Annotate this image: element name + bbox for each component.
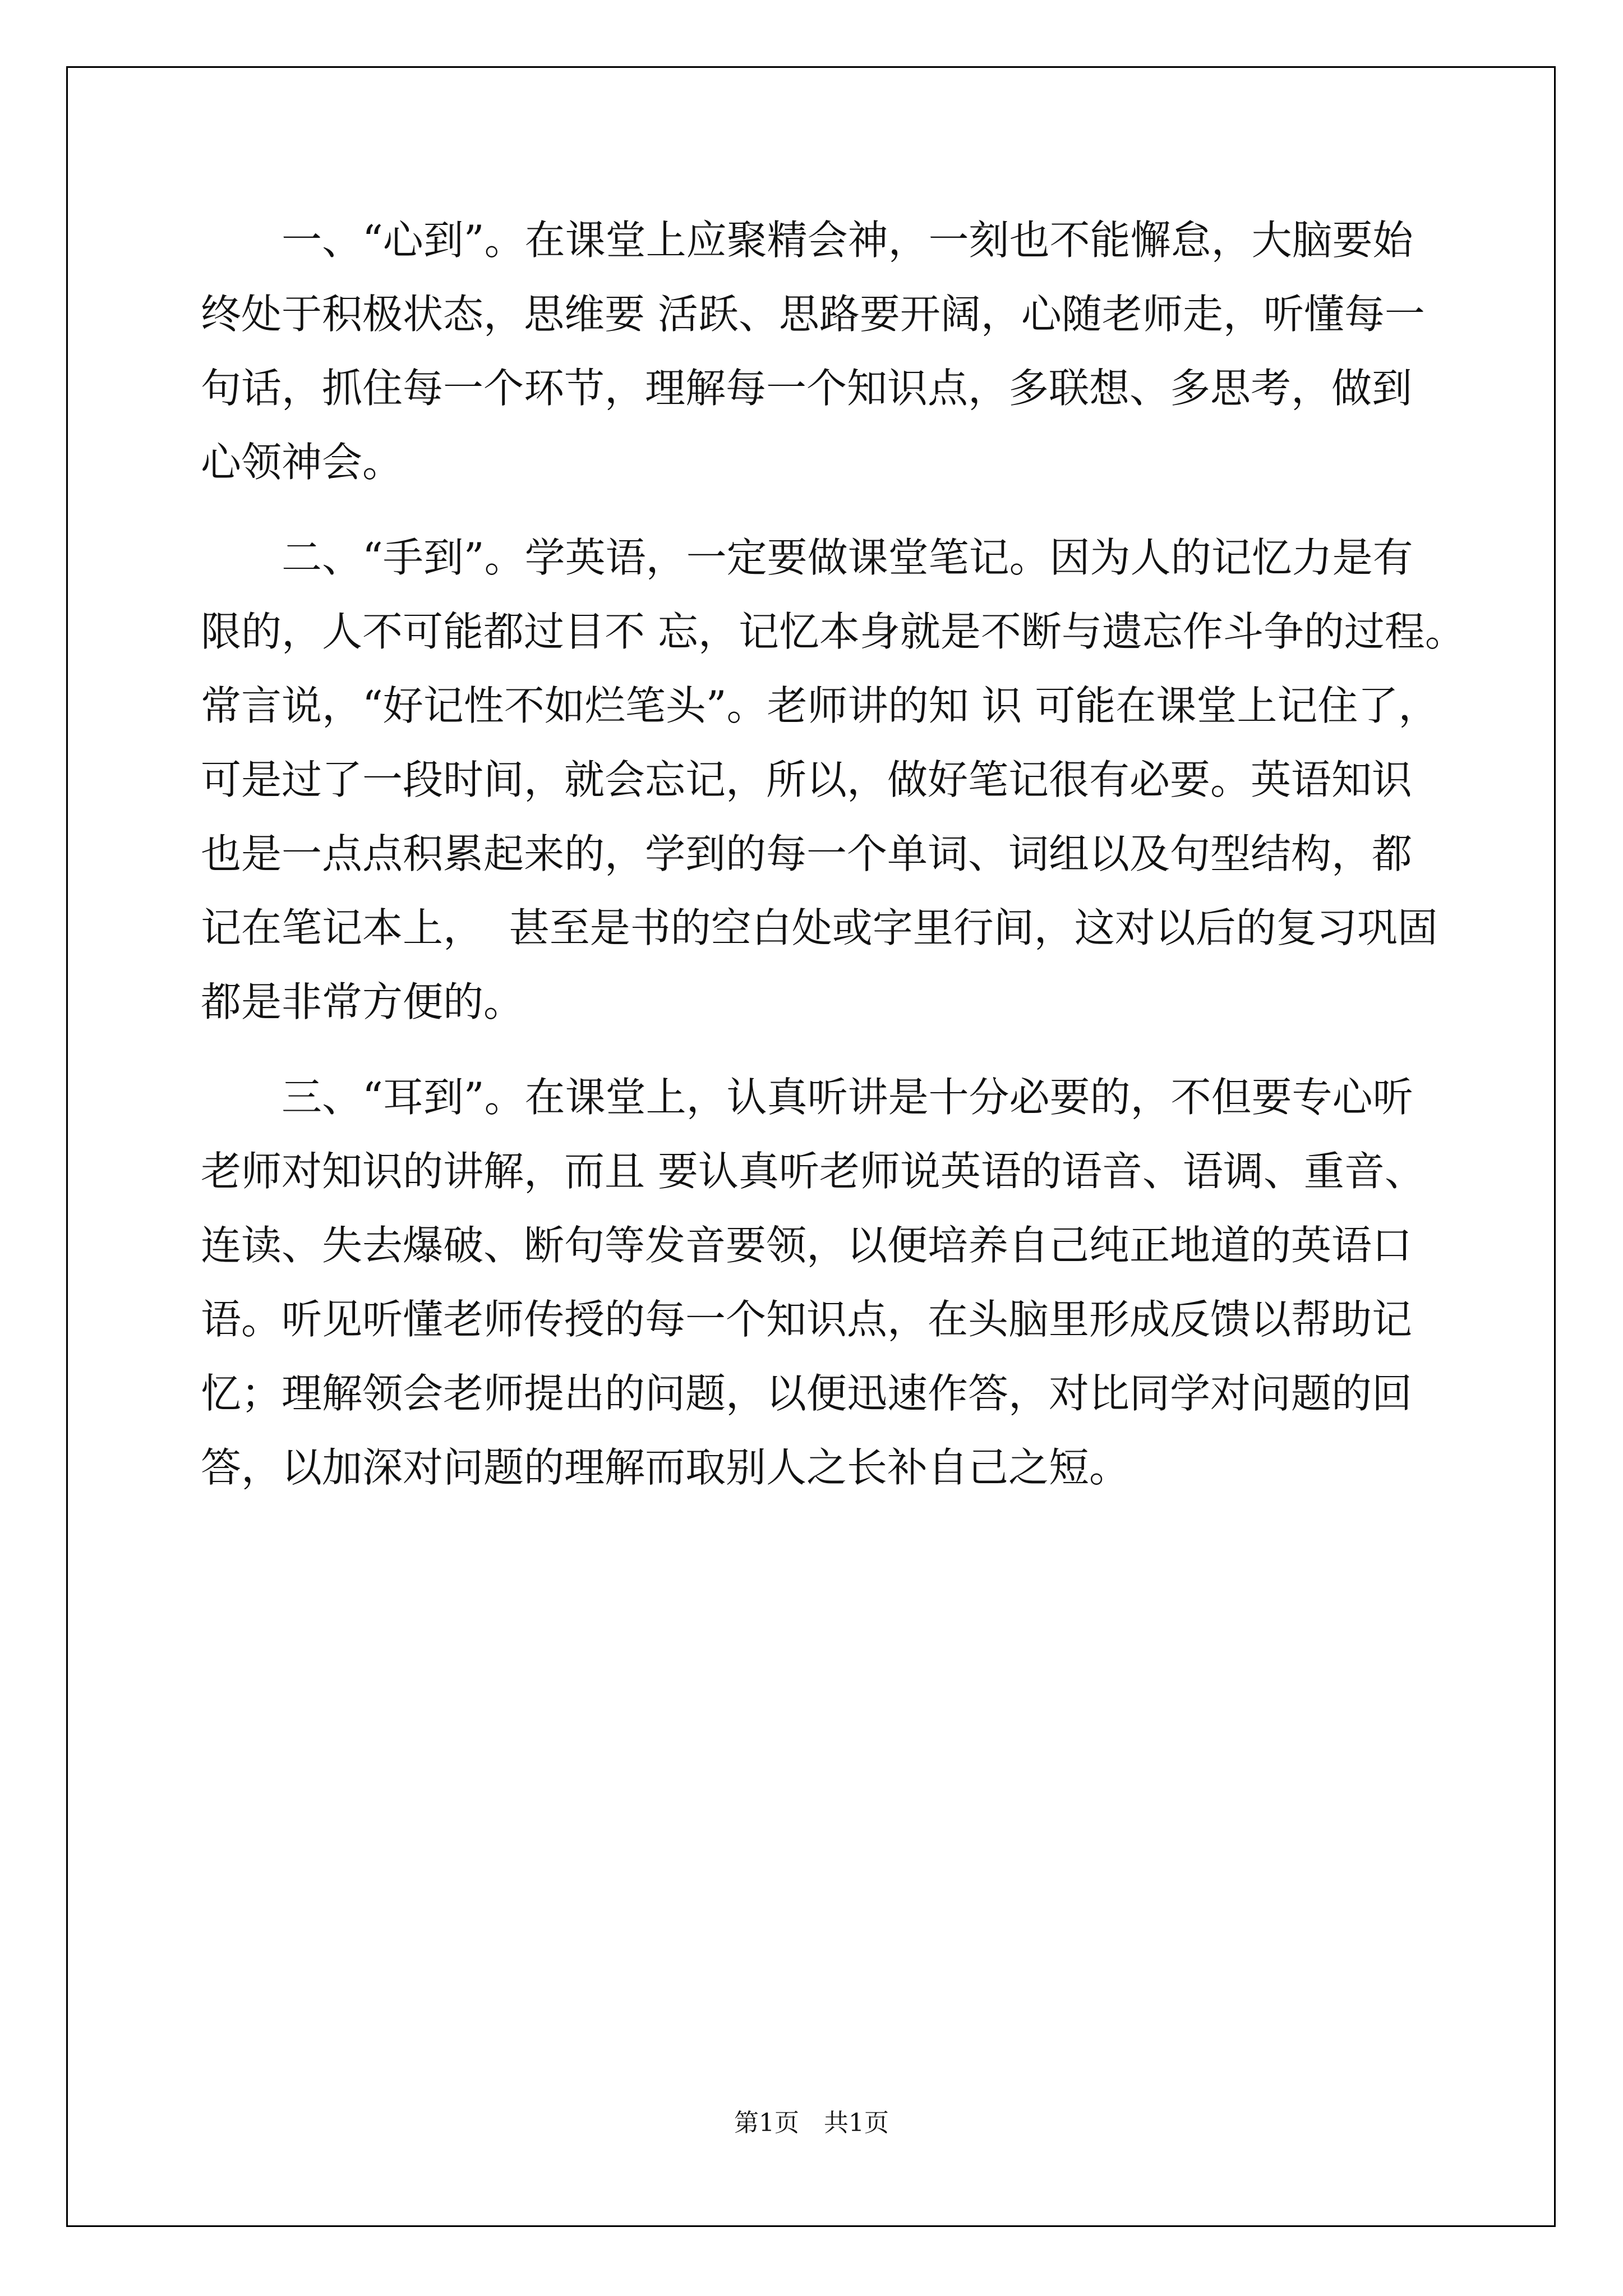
text-line: 记在笔记本上， 甚至是书的空白处或字里行间，这对以后的复习巩固 <box>201 904 1438 951</box>
text-line: 句话，抓住每一个环节，理解每一个知识点，多联想、多思考，做到 <box>201 365 1413 412</box>
text-line: 限的，人不可能都过目不 忘，记忆本身就是不断与遗忘作斗争的过程。 <box>201 608 1465 655</box>
text-line: 连读、失去爆破、断句等发音要领，以便培养自己纯正地道的英语口 <box>201 1222 1413 1269</box>
text-line: 三、“耳到”。在课堂上，认真听讲是十分必要的，不但要专心听 <box>201 1074 1413 1121</box>
page-number-footer: 第1页 共1页 <box>734 2109 889 2137</box>
text-line: 老师对知识的讲解，而且 要认真听老师说英语的语音、语调、重音、 <box>201 1148 1425 1195</box>
text-line: 可是过了一段时间，就会忘记，所以，做好笔记很有必要。英语知识 <box>201 756 1413 803</box>
text-line: 忆；理解领会老师提出的问题，以便迅速作答，对比同学对问题的回 <box>201 1370 1413 1417</box>
text-line: 也是一点点积累起来的，学到的每一个单词、词组以及句型结构，都 <box>201 830 1413 877</box>
text-line: 都是非常方便的。 <box>201 978 524 1025</box>
text-line: 答，以加深对问题的理解而取别人之长补自己之短。 <box>201 1444 1130 1491</box>
text-line: 语。听见听懂老师传授的每一个知识点，在头脑里形成反馈以帮助记 <box>201 1296 1413 1343</box>
text-line: 终处于积极状态，思维要 活跃、思路要开阔，心随老师走，听懂每一 <box>201 291 1425 338</box>
text-line: 一、“心到”。在课堂上应聚精会神，一刻也不能懈怠，大脑要始 <box>201 217 1413 264</box>
text-line: 二、“手到”。学英语，一定要做课堂笔记。因为人的记忆力是有 <box>201 534 1413 581</box>
text-line: 常言说，“好记性不如烂笔头”。老师讲的知 识 可能在课堂上记住了， <box>201 682 1439 729</box>
text-line: 心领神会。 <box>201 439 403 486</box>
